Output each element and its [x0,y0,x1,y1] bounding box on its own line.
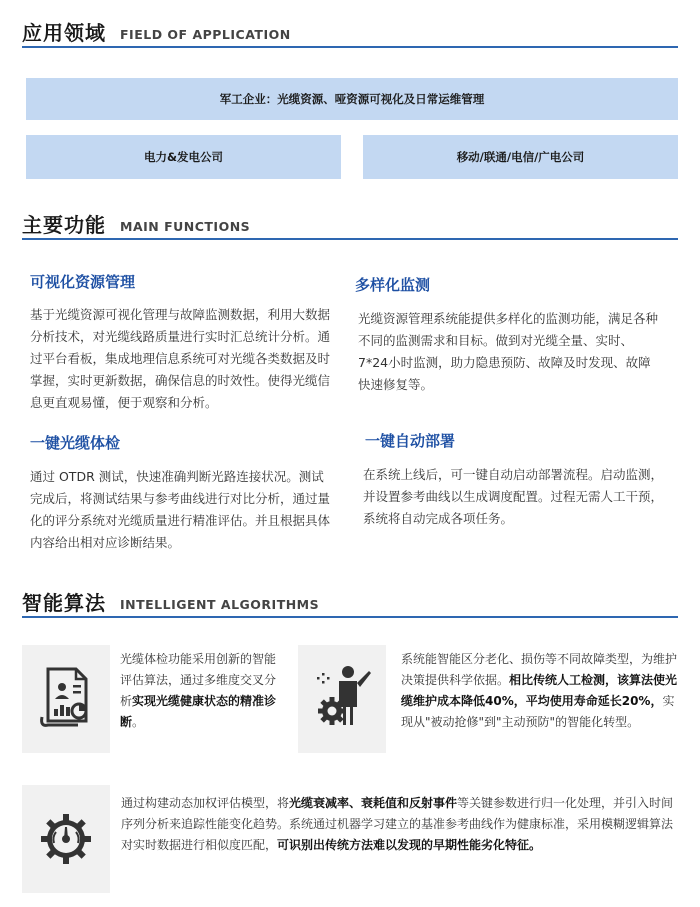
function-body-monitor: 光缆资源管理系统能提供多样化的监测功能，满足各种不同的监测需求和目标。做到对光缆全量、实时、7*24小时监测，助力隐患预防、故障及时发现、故障快速修复等。 [358,311,659,392]
algorithm-text-run: 通过构建动态加权评估模型，将 [121,796,290,810]
algorithm-icon-panel-1 [22,645,110,753]
gauge-gear-icon [38,807,94,867]
algorithm-icon-panel-3 [22,785,110,893]
algorithm-text-run: 可识别出传统方法难以发现的早期性能劣化特征。 [277,838,542,852]
application-title-cn: 应用领域 [22,21,106,45]
application-box-power [26,135,341,179]
engineer-gear-icon [314,663,372,733]
functions-title-cn: 主要功能 [22,213,106,237]
function-body-deploy: 在系统上线后，可一键自动启动部署流程。启动监测，并设置参考曲线以生成调度配置。过程无需人工干预，系统将自动完成各项任务。 [363,467,664,526]
function-body-checkup: 通过 OTDR 测试，快速准确判断光路连接状况。测试完成后，将测试结果与参考曲线进行对比分析，通过量化的评分系统对光缆质量进行精准评估。并且根据具体内容给出相对应诊断结果。 [30,469,331,550]
algorithm-text-run: 光缆衰减率、衰耗值和反射事件 [289,796,458,810]
function-title-checkup: 一键光缆体检 [30,434,121,452]
algorithm-text-run: 光缆体检功能采用创新的智能评估算法，通过多维度交叉分析 [120,652,277,708]
function-title-visual: 可视化资源管理 [30,273,136,291]
application-box-military [26,78,678,120]
algorithm-text-1 [120,649,278,733]
algorithm-text-2 [401,649,681,733]
application-box-telecom [363,135,678,179]
function-body-visual: 基于光缆资源可视化管理与故障监测数据，利用大数据分析技术，对光缆线路质量进行实时汇总统计分析。通过平台看板，集成地理信息系统可对光缆各类数据及时掌握，实时更新数据，确保信息的时效性。使得光缆信息更直观易懂，便于观察和分析。 [30,307,331,410]
application-section-header [22,18,678,48]
algorithms-title-cn: 智能算法 [22,591,106,615]
algorithms-section-header [22,584,678,618]
application-box-telecom-label: 移动/联通/电信/广电公司 [456,150,585,164]
algorithm-text-run: 系统能智能区分老化、损伤等不同故障类型，为维护决策提供科学依据。 [401,652,678,687]
functions-title-en: MAIN FUNCTIONS [120,219,251,234]
algorithm-icon-panel-2 [298,645,386,753]
algorithm-text-3 [121,793,678,856]
functions-section-header [22,208,678,240]
algorithm-text-run: 实现从"被动抢修"到"主动预防"的智能化转型。 [401,694,675,729]
application-box-power-label: 电力&发电公司 [143,150,224,164]
algorithm-text-run: 实现光缆健康状态的精准诊断 [120,694,277,729]
report-chart-icon [38,665,94,729]
application-box-military-label: 军工企业：光缆资源、哑资源可视化及日常运维管理 [219,92,485,106]
function-title-deploy: 一键自动部署 [365,432,456,450]
algorithm-text-run: 等关键参数进行归一化处理，并引入时间序列分析来追踪性能变化趋势。系统通过机器学习建立的基准参考曲线作为健康标准，采用模糊逻辑算法对实时数据进行相似度匹配， [121,796,674,852]
function-title-monitor: 多样化监测 [355,276,431,294]
application-title-en: FIELD OF APPLICATION [120,27,291,42]
algorithm-text-run: 相比传统人工检测，该算法使光缆维护成本降低40%，平均使用寿命延长20%， [401,673,678,708]
algorithm-text-run: 。 [132,715,145,729]
algorithms-title-en: INTELLIGENT ALGORITHMS [120,597,320,612]
